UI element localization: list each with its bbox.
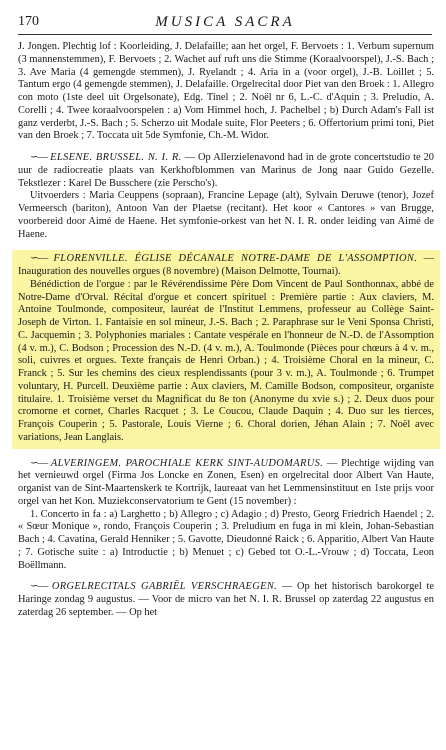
section-verschraegen [18, 581, 434, 619]
section-paragraph [18, 152, 434, 190]
section-title: ORGELRECITALS GABRIËL VERSCHRAEGEN. [51, 581, 278, 593]
section-title: ALVERINGEM. PAROCHIALE KERK SINT-AUDOMARUS. [50, 457, 324, 469]
section-title: FLORENVILLE. ÉGLISE DÉCANALE NOTRE-DAME DE L'ASSOMPTION. [53, 253, 418, 265]
section-ornament: ∽— [30, 152, 48, 163]
section-paragraph [18, 253, 434, 279]
section-text: — Op Allerzielenavond had in de grote concertstudio te 20 uur de radiocreatie plaats van Kerkhofblommen van Marinus de Jong naar Guido Gezelle. Tekstlezer : Karel De Busschere (zie Perscho's). [18, 152, 434, 189]
section-ornament: ∽— [30, 457, 48, 469]
running-header [18, 14, 432, 36]
section-paragraph [18, 581, 434, 619]
intro-paragraph: J. Jongen. Plechtig lof : Koorleiding, J. Delafaille; aan het orgel, F. Bervoets : 1. Verbum supernum (3 mannenstemmen), F. Bervoets ; 2. Wachet auf ruft uns die Stimme (Koraalvoorspel), J.-S. Bach ; 3. Ave Maria (4 gemengde stemmen), J. Ryelandt ; 4. Aria in a (voor orgel), J.-B. Loillet ; 5. Tantum ergo (4 gemengde stemmen), J. Delafaille. Orgelrecital door Piet van den Broek : 1. Allegro con moto (1ste deel uit Orgelsonate), Edg. Tinel ; 2. Noël nr 6, L.-C. d'Aquin ; 3. Preludio, A. Corelli ; 4. Twee koraalvoorspelen : a) Vom Himmel hoch, J. Pachelbel ; b) Durch Adam's Fall ist ganz verderbt, J.-S. Bach ; 5. Scherzo uit Modale suite, Flor Peeters ; 6. Offertorium primi toni, Piet van den Broek ; 7. Toccata uit 5de Symfonie, Ch.-M. Widor. [18, 41, 434, 142]
section-ornament: ∽— [30, 581, 48, 593]
section-text: — Inauguration des nouvelles orgues (8 novembre) (Maison Delmotte, Tournai). [18, 253, 434, 277]
running-title: MUSICA SACRA [155, 14, 295, 30]
section-ornament: ∽— [30, 253, 48, 265]
page-number: 170 [18, 14, 39, 29]
section-text: — Plechtige wijding van het vernieuwd orgel (Firma Jos Loncke en Zonen, Esen) en orgelrecital door Albert Van Haute, organist van de Sint-Maartenskerk te Kortrijk, laureaat van het Lemmensinstituut en 1ste prijs voor orgel van het Kon. Muziekconservatorium te Gent (15 november) : [18, 457, 435, 507]
section-title: ELSENE. BRUSSEL. N. I. R. [50, 152, 182, 163]
header-rule [18, 34, 432, 35]
section-alveringem [18, 458, 434, 573]
section-paragraph: 1. Concerto in fa : a) Larghetto ; b) Allegro ; c) Adagio ; d) Presto, Georg Friedrich Haendel ; 2. « Sœur Monique », rondo, François Couperin ; 3. Preludium en fuga in mi klein, Johan-Sebastian Bach ; 4. Cavatina, Gerald Henniker ; 5. Gavotte, Dieudonné Raick ; 6. Apparitio, Albert Van Haute ; 7. Gotische suite : a) Introductie ; b) Menuet ; c) Gebed tot O.-L.-Vrouw ; d) Toccata, Leon Boëllmann. [18, 508, 434, 571]
section-florenville [12, 250, 440, 448]
section-elsene [18, 152, 434, 241]
section-paragraph: Bénédiction de l'orgue : par le Révérendissime Père Dom Vincent de Paul Sonthonnax, abbé de Notre-Dame d'Orval. Récital d'orgue et concert spirituel : Première partie : Aux claviers, M. Antoine Toulmonde, compositeur, lauréat de l'Institut Lemmens, professeur au Collège Saint-Joseph de Virton. 1. Fantaisie en sol mineur, J.-S. Bach ; 2. Paraphrase sur le Veni Sponsa Christi, C. Jacquemin ; 3. Polyphonies mariales : Cantate vespérale en l'honneur de N.-D. de l'Assomption (4 v. m.), C. Bodson ; Procession des N.-D. (4 v. m.), A. Toulmonde (Pièces pour chœurs à 4 v. m., soli, cuivres et orgues. Texte français de Henri Orban.) ; 4. Troisième Choral en la mineur, C. Franck ; 5. Sur les chemins des cieux resplendissants (pour 3 v. m.), A. Toulmonde ; 6. Trumpet voluntary, H. Purcell. Deuxième partie : Aux claviers, M. Camille Bodson, compositeur, organiste titulaire. 1. Troisième verset du Magnificat du 8e ton (Anonyme du xvie s.) ; 2. Deux duos pour cromorne et cornet, Charles Racquet ; 3. Le Coucou, Claude Daquin ; 4. Duo sur les tierces, François Couperin ; 5. Pastorale, Louis Vierne ; 6. Choral dorien, Jéhan Alain ; 7. Noël avec variations, Jean Langlais. [18, 278, 434, 443]
section-text: — Op het historisch barokorgel te Haringe zondag 9 augustus. — Voor de micro van het N. I. R. Brussel op zaterdag 22 augustus en zaterdag 26 september. — Op het [18, 581, 434, 618]
section-paragraph: Uitvoerders : Maria Ceuppens (sopraan), Francine Lepage (alt), Sylvain Deruwe (tenor), Jozef Vermeersch (bariton), Antoon Van der Plaetse (recitant). Het koor « Cantores » van Brugge, voorbereid door Aimé de Haene. Het symfonie-orkest van het N. I. R. onder leiding van Aimé de Haene. [18, 190, 434, 240]
section-paragraph [18, 458, 434, 509]
article-body [18, 41, 434, 620]
